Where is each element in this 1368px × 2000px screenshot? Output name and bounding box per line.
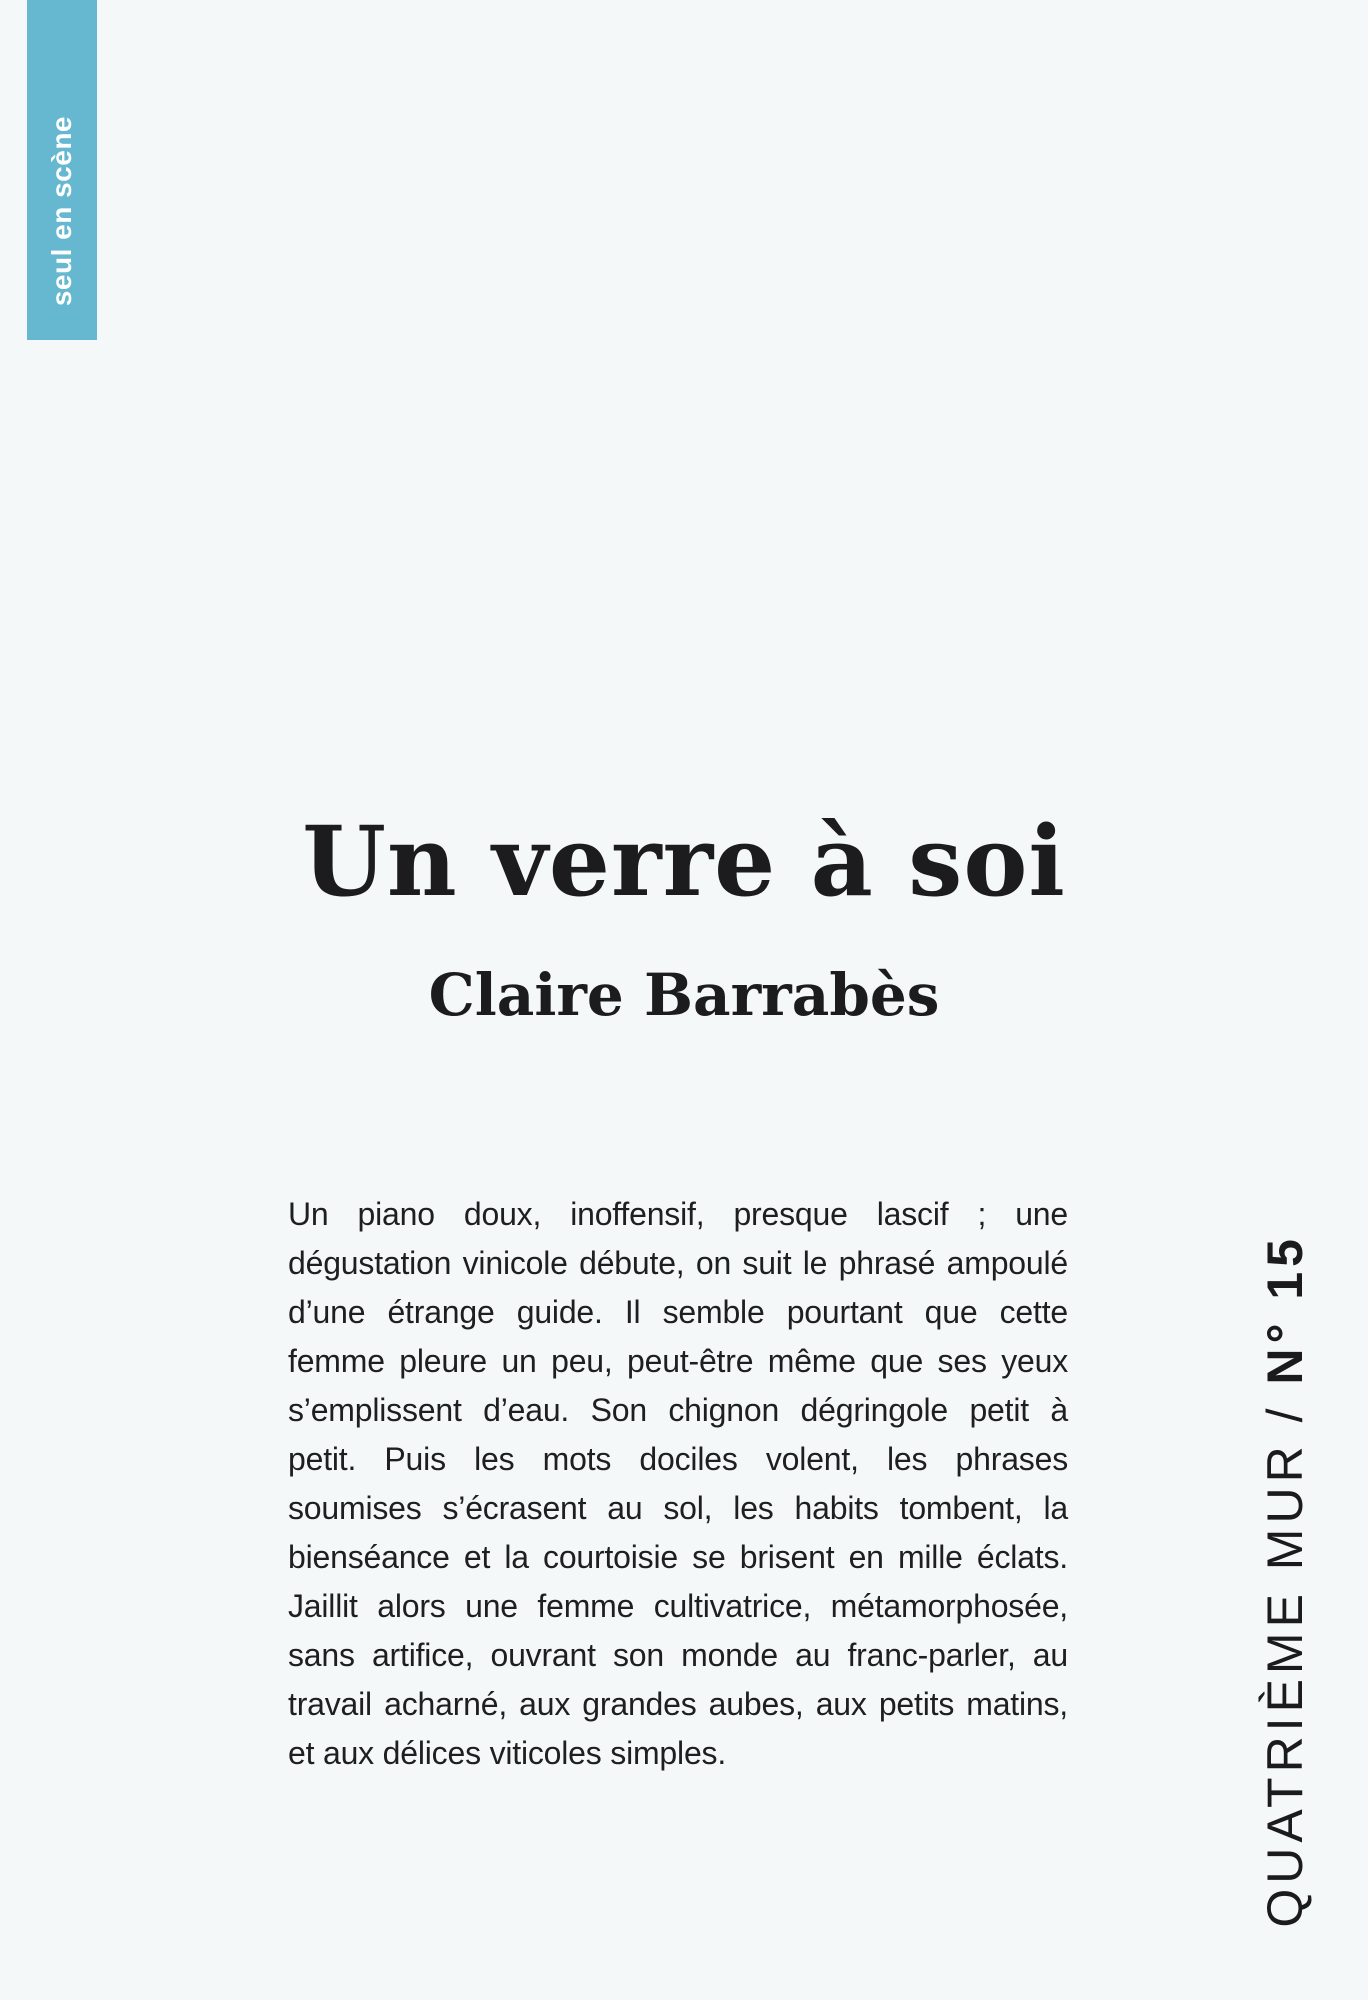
category-tab-label: seul en scène bbox=[46, 115, 77, 306]
article-author: Claire Barrabès bbox=[428, 961, 940, 1030]
issue-number: N° 15 bbox=[1257, 1234, 1313, 1385]
category-tab bbox=[27, 0, 97, 340]
magazine-issue-text bbox=[1256, 1234, 1314, 1928]
article-title: Un verre à soi bbox=[302, 805, 1066, 919]
magazine-name: QUATRIÈME MUR / bbox=[1257, 1403, 1313, 1928]
article-body-paragraph: Un piano doux, inoffensif, presque lascif ; une dégustation vinicole débute, on suit le phrasé ampoulé d’une étrange guide. Il semble pourtant que cette femme pleure un peu, peut-être même que ses yeux s’emplissent d’eau. Son chignon dégringole petit à petit. Puis les mots dociles volent, les phrases soumises s’écrasent au sol, les habits tombent, la bienséance et la courtoisie se brisent en mille éclats. Jaillit alors une femme cultivatrice, métamorphosée, sans artifice, ouvrant son monde au franc-parler, au travail acharné, aux grandes aubes, aux petits matins, et aux délices viticoles simples. bbox=[288, 1196, 1068, 1771]
magazine-issue-strip bbox=[1252, 1228, 1318, 1934]
